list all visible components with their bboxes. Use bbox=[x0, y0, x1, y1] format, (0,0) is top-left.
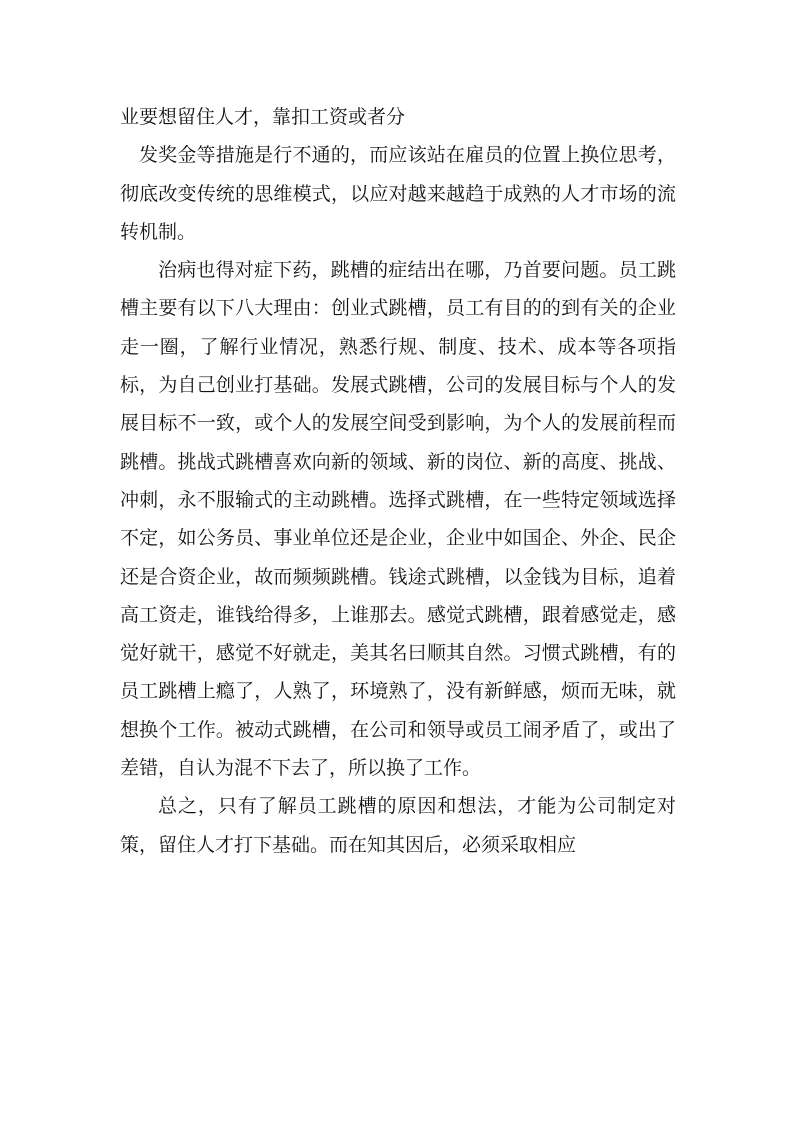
paragraph-conclusion: 总之，只有了解员工跳槽的原因和想法，才能为公司制定对策，留住人才打下基础。而在知其因后，必须采取相应 bbox=[120, 795, 676, 856]
document-body bbox=[120, 98, 676, 864]
paragraph-job-hopping-reasons: 治病也得对症下药，跳槽的症结出在哪，乃首要问题。员工跳槽主要有以下八大理由：创业式跳槽，员工有目的的到有关的企业走一圈，了解行业情况，熟悉行规、制度、技术、成本等各项指标，为自己创业打基础。发展式跳槽，公司的发展目标与个人的发展目标不一致，或个人的发展空间受到影响，为个人的发展前程而跳槽。挑战式跳槽喜欢向新的领域、新的岗位、新的高度、挑战、冲刺，永不服输式的主动跳槽。选择式跳槽，在一些特定领域选择不定，如公务员、事业单位还是企业，企业中如国企、外企、民企还是合资企业，故而频频跳槽。钱途式跳槽，以金钱为目标，追着高工资走，谁钱给得多，上谁那去。感觉式跳槽，跟着感觉走，感觉好就干，感觉不好就走，美其名曰顺其自然。习惯式跳槽，有的员工跳槽上瘾了，人熟了，环境熟了，没有新鲜感，烦而无味，就想换个工作。被动式跳槽，在公司和领导或员工闹矛盾了，或出了差错，自认为混不下去了，所以换了工作。 bbox=[120, 259, 676, 780]
paragraph-continuation: 业要想留住人才，靠扣工资或者分 bbox=[120, 106, 406, 128]
paragraph-retention-measures: 发奖金等措施是行不通的，而应该站在雇员的位置上换位思考，彻底改变传统的思维模式，以应对越来越趋于成熟的人才市场的流转机制。 bbox=[120, 144, 676, 243]
